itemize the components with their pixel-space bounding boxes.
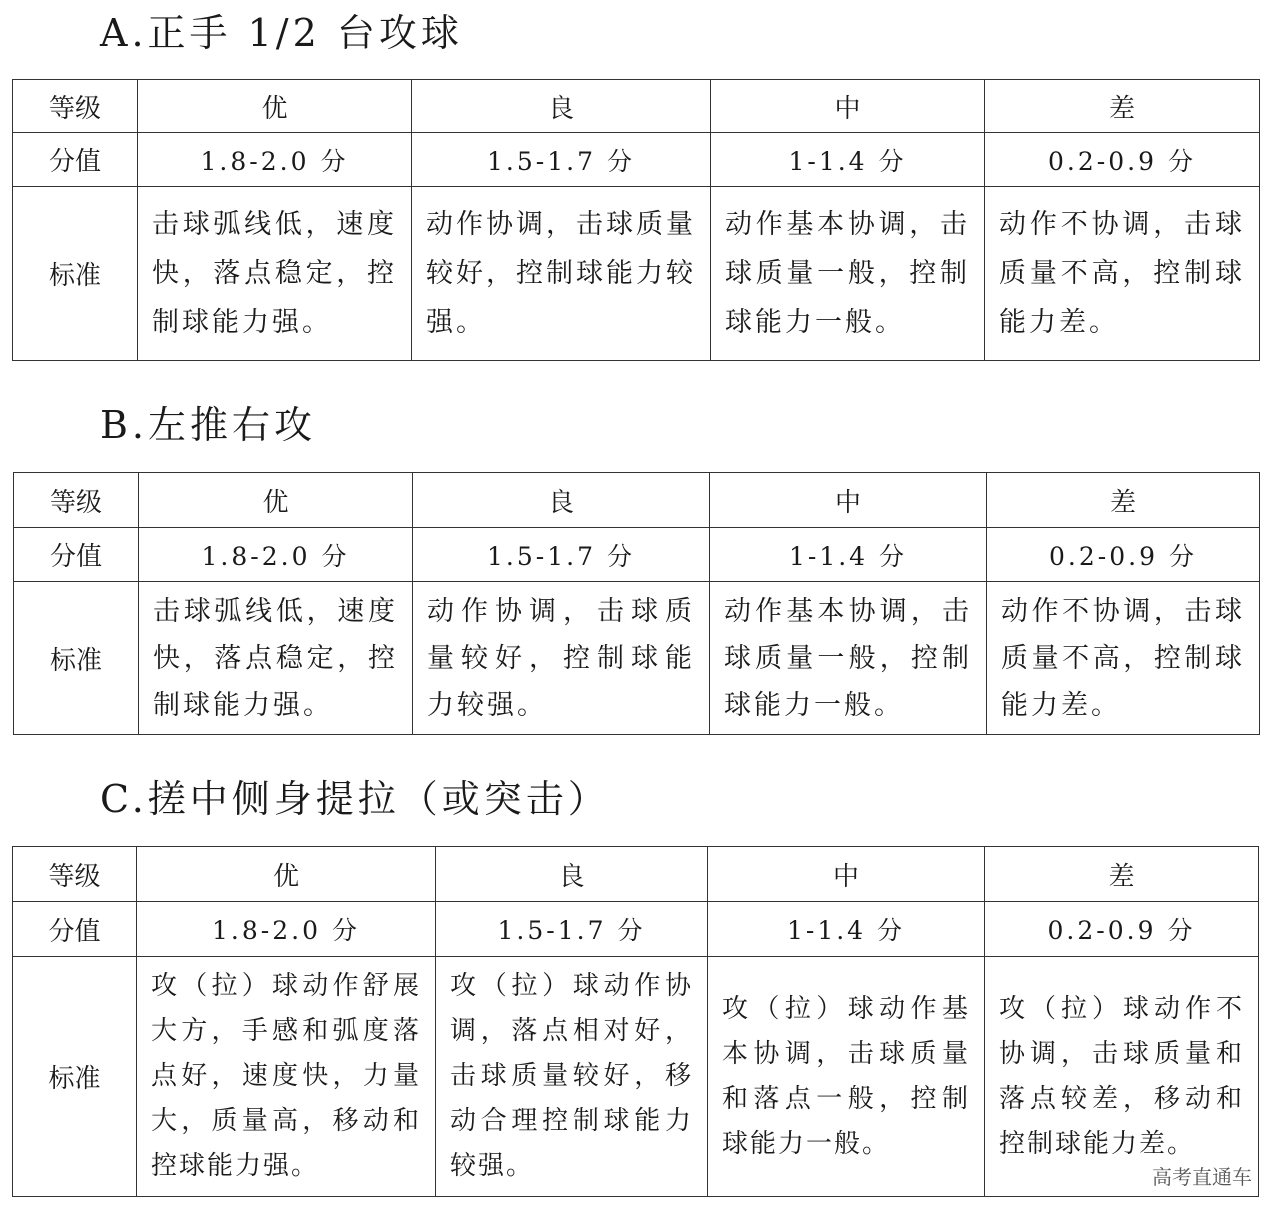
criteria-excellent: 击球弧线低，速度快，落点稳定，控制球能力强。 (139, 582, 413, 735)
grade-table-c (12, 846, 1259, 1197)
score-excellent: 1.8-2.0 分 (137, 902, 436, 957)
section-title-c: C.搓中侧身提拉（或突击） (100, 777, 610, 821)
score-excellent: 1.8-2.0 分 (139, 528, 413, 582)
score-good: 1.5-1.7 分 (412, 133, 711, 187)
criteria-poor: 攻（拉）球动作不协调，击球质量和落点较差，移动和控制球能力差。 (985, 957, 1259, 1197)
score-good: 1.5-1.7 分 (436, 902, 708, 957)
grade-label: 等级 (13, 80, 138, 133)
grade-poor: 差 (987, 473, 1260, 528)
score-fair: 1-1.4 分 (711, 133, 985, 187)
score-label: 分值 (14, 528, 139, 582)
criteria-label: 标准 (14, 582, 139, 735)
criteria-row (14, 582, 1260, 735)
grade-label: 等级 (14, 473, 139, 528)
score-excellent: 1.8-2.0 分 (138, 133, 412, 187)
criteria-excellent: 攻（拉）球动作舒展大方，手感和弧度落点好，速度快，力量大，质量高，移动和控球能力强。 (137, 957, 436, 1197)
header-row (13, 80, 1260, 133)
score-poor: 0.2-0.9 分 (985, 133, 1260, 187)
grade-good: 良 (413, 473, 710, 528)
score-row (13, 902, 1259, 957)
score-row (14, 528, 1260, 582)
grade-good: 良 (412, 80, 711, 133)
score-fair: 1-1.4 分 (708, 902, 985, 957)
grade-poor: 差 (985, 80, 1260, 133)
score-good: 1.5-1.7 分 (413, 528, 710, 582)
grade-poor: 差 (985, 847, 1259, 902)
grade-label: 等级 (13, 847, 137, 902)
criteria-poor: 动作不协调，击球质量不高，控制球能力差。 (985, 187, 1260, 361)
score-poor: 0.2-0.9 分 (987, 528, 1260, 582)
score-label: 分值 (13, 902, 137, 957)
criteria-fair: 攻（拉）球动作基本协调，击球质量和落点一般，控制球能力一般。 (708, 957, 985, 1197)
watermark: 高考直通车 (1152, 1165, 1252, 1189)
score-label: 分值 (13, 133, 138, 187)
criteria-fair: 动作基本协调，击球质量一般，控制球能力一般。 (710, 582, 987, 735)
section-title-a: A.正手 1/2 台攻球 (100, 11, 463, 55)
score-fair: 1-1.4 分 (710, 528, 987, 582)
criteria-good: 动作协调，击球质量较好，控制球能力较强。 (412, 187, 711, 361)
criteria-fair: 动作基本协调，击球质量一般，控制球能力一般。 (711, 187, 985, 361)
grade-good: 良 (436, 847, 708, 902)
grade-table-b (13, 472, 1260, 735)
criteria-excellent: 击球弧线低，速度快，落点稳定，控制球能力强。 (138, 187, 412, 361)
score-row (13, 133, 1260, 187)
grade-excellent: 优 (139, 473, 413, 528)
grade-fair: 中 (710, 473, 987, 528)
criteria-row (13, 187, 1260, 361)
header-row (14, 473, 1260, 528)
header-row (13, 847, 1259, 902)
grade-excellent: 优 (137, 847, 436, 902)
criteria-label: 标准 (13, 957, 137, 1197)
grade-fair: 中 (708, 847, 985, 902)
criteria-good: 攻（拉）球动作协调，落点相对好，击球质量较好，移动合理控制球能力较强。 (436, 957, 708, 1197)
grade-excellent: 优 (138, 80, 412, 133)
score-poor: 0.2-0.9 分 (985, 902, 1259, 957)
criteria-label: 标准 (13, 187, 138, 361)
grade-fair: 中 (711, 80, 985, 133)
grade-table-a (12, 79, 1260, 361)
criteria-good: 动作协调，击球质量较好，控制球能力较强。 (413, 582, 710, 735)
criteria-row (13, 957, 1259, 1197)
criteria-poor: 动作不协调，击球质量不高，控制球能力差。 (987, 582, 1260, 735)
section-title-b: B.左推右攻 (100, 403, 317, 447)
